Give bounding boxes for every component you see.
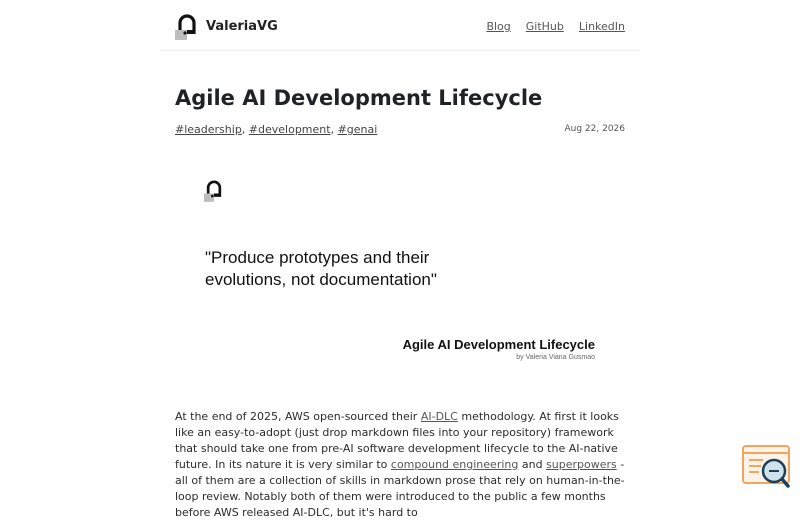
tag-separator: , (241, 123, 246, 136)
nav-blog-link[interactable]: Blog (486, 20, 511, 33)
superpowers-link[interactable]: superpowers (546, 458, 617, 471)
hero-author: by Valeria Viana Gusmao (516, 354, 595, 361)
site-header (160, 0, 640, 51)
post-date: Aug 22, 2026 (564, 124, 625, 134)
paragraph-text: - all of them are a collection of skills in markdown prose that rely on human-in-the-loop review. Notably both of them were introduced to the public a few months before AWS released AI-DLC, but it's hard to (175, 458, 625, 519)
hero-title: Agile AI Development Lifecycle (402, 337, 595, 352)
hero-quote-line: evolutions, not documentation" (205, 270, 437, 289)
tag-leadership-link[interactable]: #leadership (175, 123, 242, 136)
article-paragraph (175, 409, 627, 521)
post-title: Agile AI Development Lifecycle (175, 86, 543, 110)
padlock-logo-icon[interactable] (175, 14, 199, 40)
post-tags (175, 123, 377, 136)
nav-github-link[interactable]: GitHub (525, 20, 564, 33)
ai-dlc-link[interactable]: AI-DLC (420, 410, 458, 423)
tag-separator: , (330, 123, 335, 136)
hero-image (175, 165, 625, 375)
paragraph-text: and (518, 458, 547, 471)
main-nav (486, 20, 625, 33)
hero-quote-line: "Produce prototypes and their (205, 248, 430, 267)
search-log-icon[interactable] (741, 444, 791, 490)
tag-development-link[interactable]: #development (248, 123, 331, 136)
tag-genai-link[interactable]: #genai (337, 123, 378, 136)
brand-link[interactable]: ValeriaVG (206, 19, 278, 34)
hero-quote (205, 247, 525, 291)
compound-engineering-link[interactable]: compound engineering (390, 458, 519, 471)
padlock-logo-icon (204, 180, 224, 202)
nav-linkedin-link[interactable]: LinkedIn (578, 20, 625, 33)
paragraph-text: methodology. At first it looks like an easy-to-adopt (just drop markdown files into your repository) framework that should take one from pre-AI software development lifecycle to the AI-native future. In its nature it is very similar to (175, 410, 619, 471)
paragraph-text: At the end of 2025, AWS open-sourced their (175, 410, 421, 423)
